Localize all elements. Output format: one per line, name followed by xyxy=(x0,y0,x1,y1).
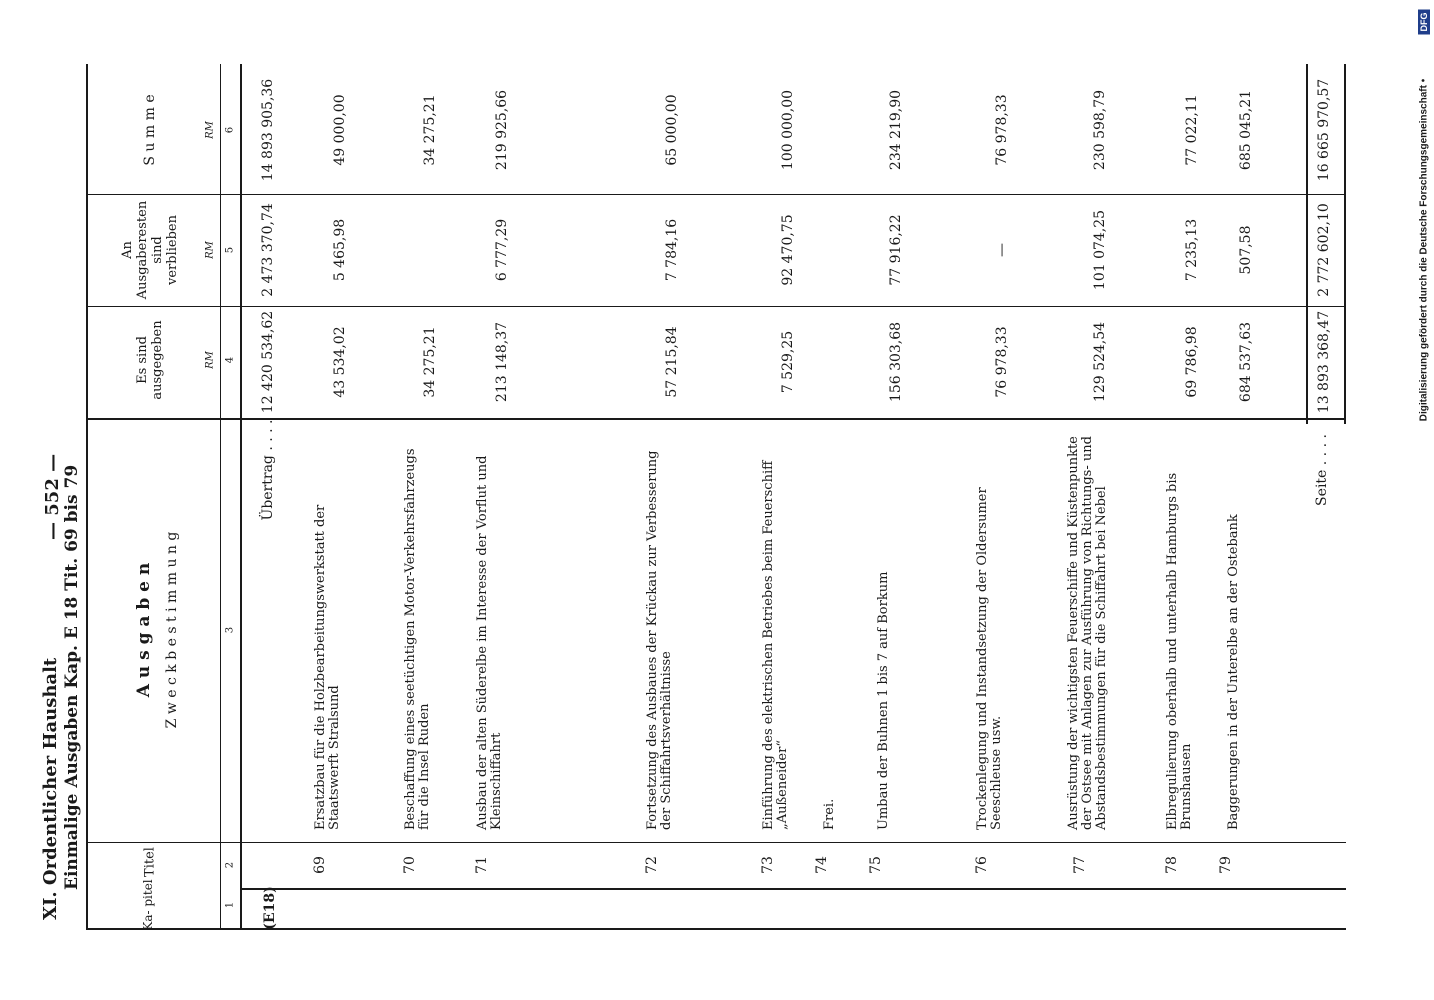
col-ausgabereste: An Ausgaberesten sind verblieben xyxy=(120,200,180,300)
row-reste: 507,58 xyxy=(1238,225,1254,275)
row-titel: 79 xyxy=(1218,856,1234,874)
row-reste: 7 235,13 xyxy=(1184,218,1200,282)
colnum-1: 1 xyxy=(224,901,236,909)
row-text: Ersatzbau für die Holzbearbeitungswerkstatt der Staatswerft Stralsund xyxy=(313,504,342,830)
row-reste: — xyxy=(994,243,1010,257)
row-titel: 74 xyxy=(814,856,830,874)
row-titel: 73 xyxy=(760,856,776,874)
row-ausgegeben: 57 215,84 xyxy=(664,326,680,398)
seite-ausgegeben: 13 893 368,47 xyxy=(1316,310,1332,414)
col-ausgegeben: Es sind ausgegeben xyxy=(135,320,165,400)
seite-label: Seite . . . . xyxy=(1314,434,1330,506)
row-ausgegeben: 69 786,98 xyxy=(1184,326,1200,398)
row-text: Einführung des elektrischen Betriebes beim Feuerschiff „Außeneider“ xyxy=(761,460,790,830)
row-text: Elbregulierung oberhalb und unterhalb Hamburgs bis Brunshausen xyxy=(1165,472,1194,830)
row-reste: 77 916,22 xyxy=(888,214,904,286)
uebertrag-label: Übertrag . . . . xyxy=(260,419,276,521)
uebertrag-ausgegeben: 12 420 534,62 xyxy=(260,310,276,414)
col-titel: Titel xyxy=(142,847,158,877)
row-reste: 92 470,75 xyxy=(780,214,796,286)
row-ausgegeben: 129 524,54 xyxy=(1092,321,1108,403)
kapitel-label: (E18) xyxy=(262,886,278,930)
colnum-3: 3 xyxy=(224,626,236,634)
row-ausgegeben: 7 529,25 xyxy=(780,330,796,394)
header-bottom-border xyxy=(240,64,242,929)
row-ausgegeben: 156 303,68 xyxy=(888,321,904,403)
colnum-4: 4 xyxy=(224,356,236,364)
row-summe: 49 000,00 xyxy=(332,94,348,166)
header-sep-titel xyxy=(86,842,1346,843)
row-summe: 230 598,79 xyxy=(1092,89,1108,171)
row-summe: 65 000,00 xyxy=(664,94,680,166)
row-summe: 234 219,90 xyxy=(888,89,904,171)
row-text: Fortsetzung des Ausbaues der Krückau zur Verbesserung der Schiffahrtsverhältnisse xyxy=(645,450,674,830)
col-summe: S u m m e xyxy=(142,94,158,166)
uebertrag-summe: 14 893 905,36 xyxy=(260,78,276,182)
digitization-note: Digitalisierung gefördert durch die Deutsche Forschungsgemeinschaft • xyxy=(1418,78,1430,422)
row-ausgegeben: 43 534,02 xyxy=(332,326,348,398)
unit-reste: RM xyxy=(204,241,216,259)
row-ausgegeben: 213 148,37 xyxy=(494,321,510,403)
dfg-logo: DFG xyxy=(1418,10,1430,35)
col-ausgaben: A u s g a b e n xyxy=(134,562,154,698)
row-titel: 76 xyxy=(974,856,990,874)
row-titel: 70 xyxy=(402,856,418,874)
row-text: Beschaffung eines seetüchtigen Motor-Verkehrsfahrzeugs für die Insel Ruden xyxy=(403,448,432,830)
row-reste: 7 784,16 xyxy=(664,218,680,282)
header-sep-ausgegeben xyxy=(86,306,1346,307)
row-ausgegeben: 684 537,63 xyxy=(1238,321,1254,403)
row-summe: 219 925,66 xyxy=(494,89,510,171)
row-summe: 34 275,21 xyxy=(422,94,438,166)
colnum-6: 6 xyxy=(224,126,236,134)
row-text: Ausrüstung der wichtigsten Feuerschiffe und Küstenpunkte der Ostsee mit Anlagen zur Ausführung von Richtungs- und Abstandsbestimmungen für die Schiffahrt bei Nebel xyxy=(1066,436,1109,830)
page-section-title: XI. Ordentlicher Haushalt xyxy=(40,657,61,920)
row-ausgegeben: 34 275,21 xyxy=(422,326,438,398)
colnum-2: 2 xyxy=(224,861,236,869)
row-ausgegeben: 76 978,33 xyxy=(994,326,1010,398)
row-text: Trockenlegung und Instandsetzung der Oldersumer Seeschleuse usw. xyxy=(975,487,1004,830)
kapitel-sep xyxy=(240,888,1346,890)
colnum-5: 5 xyxy=(224,246,236,254)
uebertrag-reste: 2 473 370,74 xyxy=(260,203,276,297)
col-zweck: Z w e c k b e s t i m m u n g xyxy=(164,531,180,729)
row-text: Baggerungen in der Unterelbe an der Ostebank xyxy=(1226,514,1241,830)
seite-line xyxy=(1306,64,1308,424)
page-subtitle: Einmalige Ausgaben Kap. E 18 Tit. 69 bis 79 xyxy=(62,464,82,890)
row-reste: 5 465,98 xyxy=(332,218,348,282)
row-summe: 77 022,11 xyxy=(1184,94,1200,166)
row-summe: 100 000,00 xyxy=(780,89,796,171)
row-titel: 71 xyxy=(474,856,490,874)
row-reste: 6 777,29 xyxy=(494,218,510,282)
unit-ausgegeben: RM xyxy=(204,351,216,369)
row-reste: 101 074,25 xyxy=(1092,209,1108,291)
row-titel: 75 xyxy=(868,856,884,874)
row-text: Umbau der Buhnen 1 bis 7 auf Borkum xyxy=(876,571,891,830)
seite-sep xyxy=(1344,64,1346,424)
seite-reste: 2 772 602,10 xyxy=(1316,203,1332,297)
row-titel: 72 xyxy=(644,856,660,874)
row-titel: 77 xyxy=(1072,856,1088,874)
row-summe: 685 045,21 xyxy=(1238,89,1254,171)
row-summe: 76 978,33 xyxy=(994,94,1010,166)
unit-summe: RM xyxy=(204,121,216,139)
page-number: — 552 — xyxy=(42,453,63,540)
seite-summe: 16 665 970,57 xyxy=(1316,78,1332,182)
row-titel: 78 xyxy=(1164,856,1180,874)
row-titel: 69 xyxy=(312,856,328,874)
header-sep-reste xyxy=(86,194,1346,195)
row-text: Frei. xyxy=(822,798,837,830)
header-number-line xyxy=(220,64,221,929)
row-text: Ausbau der alten Süderelbe im Interesse der Vorflut und Kleinschiffahrt xyxy=(475,455,504,830)
col-kapitel: Ka- pitel xyxy=(141,879,155,931)
